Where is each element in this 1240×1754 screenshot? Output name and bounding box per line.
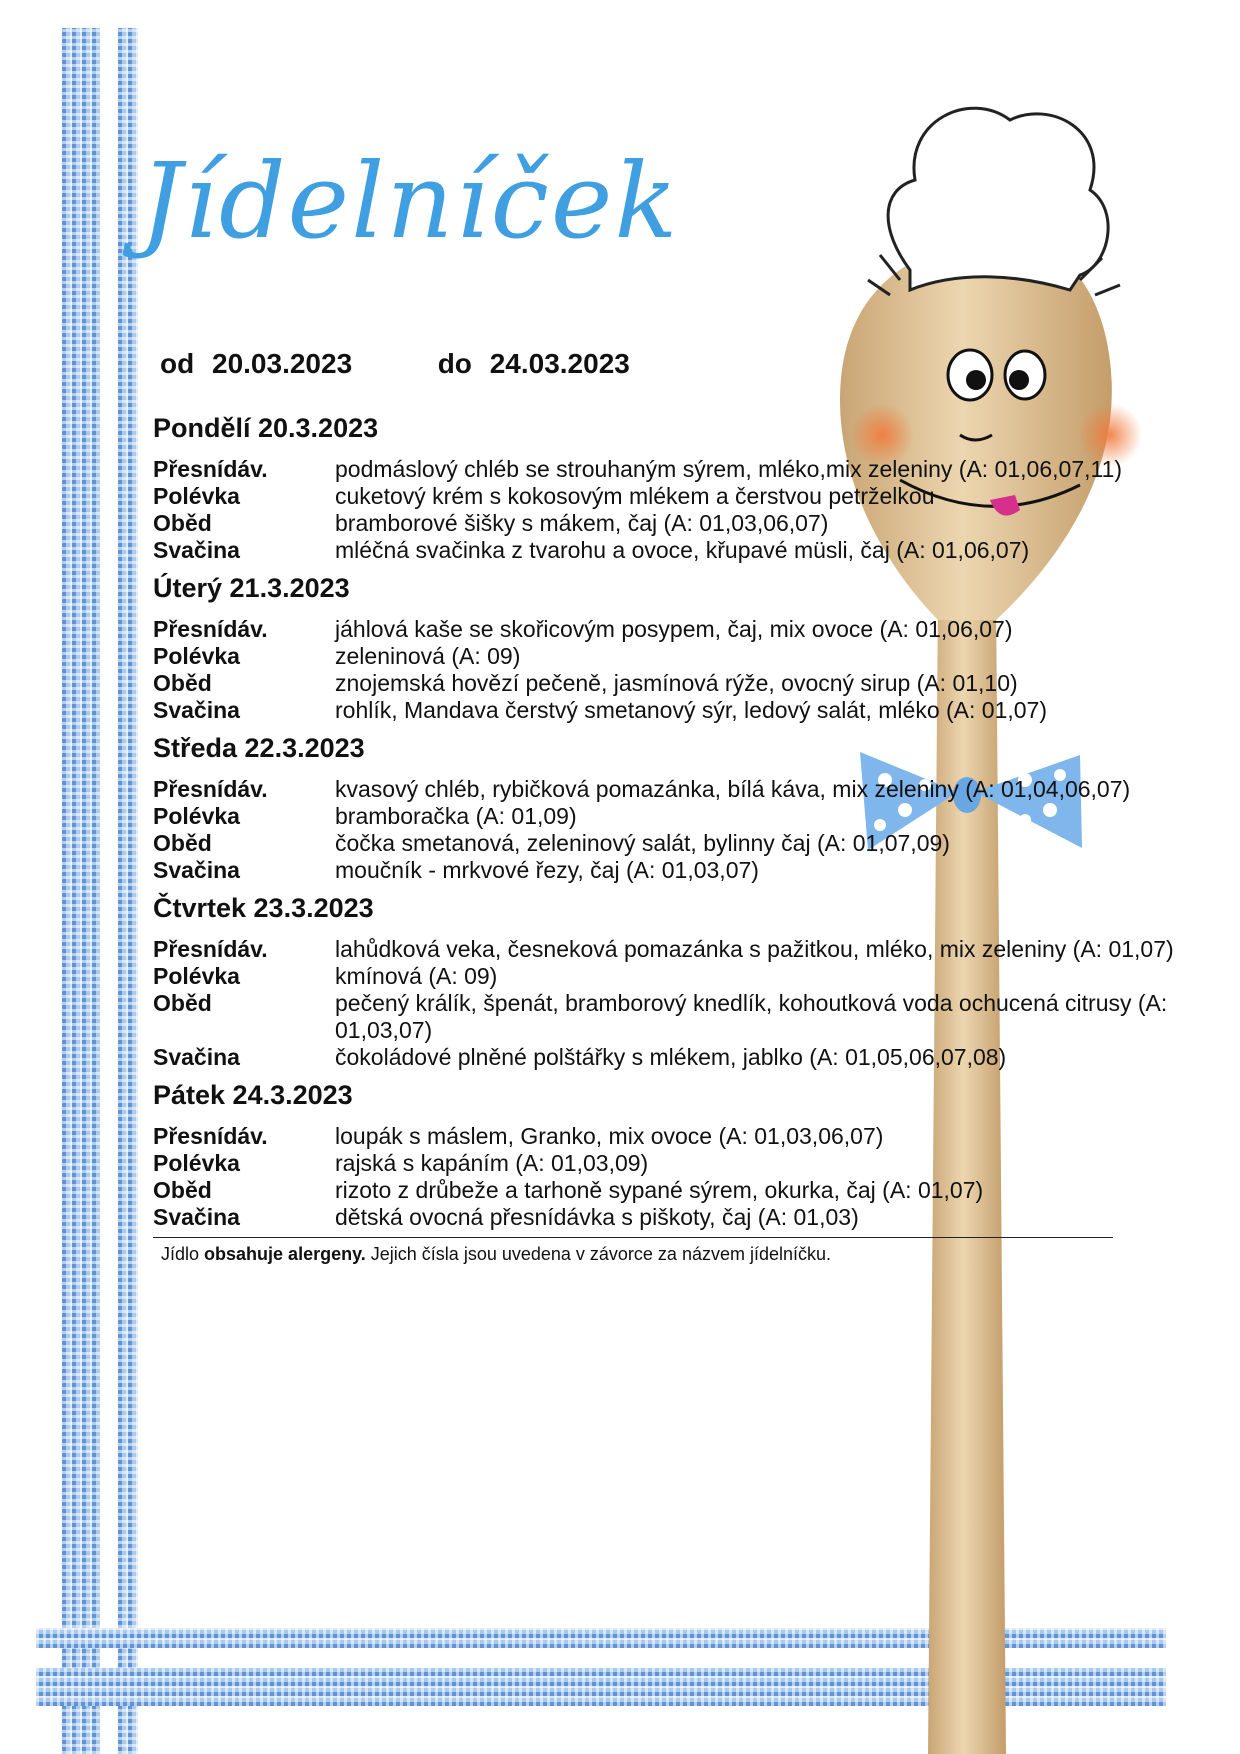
day-heading: Úterý 21.3.2023	[153, 573, 350, 603]
meal-row	[153, 537, 1183, 564]
meal-dish: bramboračka (A: 01,09)	[335, 803, 577, 829]
meal-dish: loupák s máslem, Granko, mix ovoce (A: 01,03,06,07)	[335, 1123, 884, 1149]
day-heading: Čtvrtek 23.3.2023	[153, 893, 374, 923]
menu-period	[160, 348, 640, 380]
meal-row	[153, 1177, 1183, 1204]
meal-dish: bramborové šišky s mákem, čaj (A: 01,03,06,07)	[335, 510, 829, 536]
meal-row	[153, 776, 1183, 803]
cloth-stripe-left	[62, 28, 100, 1754]
meal-label: Oběd	[153, 670, 212, 696]
meal-dish: zeleninová (A: 09)	[335, 643, 521, 669]
footnote-divider	[153, 1237, 1113, 1238]
meal-dish: mléčná svačinka z tvarohu a ovoce, křupavé müsli, čaj (A: 01,06,07)	[335, 537, 1030, 563]
meal-label: Přesnídáv.	[153, 456, 268, 482]
day-section	[153, 1077, 1183, 1231]
day-section	[153, 410, 1183, 564]
meal-label: Přesnídáv.	[153, 616, 268, 642]
meal-row	[153, 1044, 1183, 1071]
meal-label: Polévka	[153, 803, 240, 829]
day-section	[153, 890, 1183, 1071]
meal-row	[153, 857, 1183, 884]
meal-label: Polévka	[153, 1150, 240, 1176]
meal-label: Oběd	[153, 830, 212, 856]
meal-label: Polévka	[153, 483, 240, 509]
meal-dish: znojemská hovězí pečeně, jasmínová rýže, ovocný sirup (A: 01,10)	[335, 670, 1018, 696]
day-section	[153, 730, 1183, 884]
period-from-label: od	[160, 348, 195, 379]
meal-dish: podmáslový chléb se strouhaným sýrem, mléko,mix zeleniny (A: 01,06,07,11)	[335, 456, 1123, 482]
meal-label: Svačina	[153, 857, 240, 883]
footnote-prefix: Jídlo	[161, 1244, 200, 1264]
meal-row	[153, 803, 1183, 830]
meal-row	[153, 510, 1183, 537]
weekly-menu	[153, 410, 1183, 1265]
meal-label: Polévka	[153, 643, 240, 669]
cloth-stripe-left-thin	[118, 28, 138, 1754]
meal-label: Oběd	[153, 510, 212, 536]
meal-label: Oběd	[153, 990, 212, 1016]
meal-dish: rohlík, Mandava čerstvý smetanový sýr, ledový salát, mléko (A: 01,07)	[335, 697, 1048, 723]
meal-row	[153, 830, 1183, 857]
meal-label: Přesnídáv.	[153, 776, 268, 802]
period-to-label: do	[437, 348, 472, 379]
meal-dish: cuketový krém s kokosovým mlékem a čerstvou petrželkou	[335, 483, 935, 509]
meal-row	[153, 456, 1183, 483]
meal-dish: jáhlová kaše se skořicovým posypem, čaj, mix ovoce (A: 01,06,07)	[335, 616, 1013, 642]
meal-dish: rajská s kapáním (A: 01,03,09)	[335, 1150, 649, 1176]
meal-row	[153, 963, 1183, 990]
footnote-bold: obsahuje alergeny.	[204, 1244, 366, 1264]
meal-row	[153, 936, 1183, 963]
meal-dish: čočka smetanová, zeleninový salát, bylinny čaj (A: 01,07,09)	[335, 830, 950, 856]
period-to-date: 24.03.2023	[489, 348, 630, 379]
day-heading: Středa 22.3.2023	[153, 733, 365, 763]
meal-label: Svačina	[153, 697, 240, 723]
meal-row	[153, 483, 1183, 510]
meal-label: Přesnídáv.	[153, 1123, 268, 1149]
meal-row	[153, 1123, 1183, 1150]
footnote-suffix: Jejich čísla jsou uvedena v závorce za názvem jídelníčku.	[370, 1244, 832, 1264]
day-section	[153, 570, 1183, 724]
meal-row	[153, 670, 1183, 697]
meal-dish: kmínová (A: 09)	[335, 963, 498, 989]
meal-row	[153, 990, 1183, 1044]
meal-label: Oběd	[153, 1177, 212, 1203]
meal-dish: moučník - mrkvové řezy, čaj (A: 01,03,07)	[335, 857, 759, 883]
meal-dish: lahůdková veka, česneková pomazánka s pažitkou, mléko, mix zeleniny (A: 01,07)	[335, 936, 1174, 962]
meal-row	[153, 616, 1183, 643]
meal-row	[153, 1204, 1183, 1231]
meal-row	[153, 643, 1183, 670]
meal-label: Polévka	[153, 963, 240, 989]
meal-row	[153, 1150, 1183, 1177]
meal-dish: dětská ovocná přesnídávka s piškoty, čaj (A: 01,03)	[335, 1204, 859, 1230]
allergen-footnote	[161, 1244, 1183, 1265]
day-heading: Pátek 24.3.2023	[153, 1080, 353, 1110]
meal-label: Svačina	[153, 537, 240, 563]
meal-label: Přesnídáv.	[153, 936, 268, 962]
day-heading: Pondělí 20.3.2023	[153, 413, 379, 443]
meal-row	[153, 697, 1183, 724]
meal-label: Svačina	[153, 1204, 240, 1230]
meal-dish: kvasový chléb, rybičková pomazánka, bílá káva, mix zeleniny (A: 01,04,06,07)	[335, 776, 1131, 802]
meal-label: Svačina	[153, 1044, 240, 1070]
page-title: Jídelníček	[140, 140, 680, 262]
meal-dish: rizoto z drůbeže a tarhoně sypané sýrem, okurka, čaj (A: 01,07)	[335, 1177, 984, 1203]
meal-dish: pečený králík, špenát, bramborový knedlík, kohoutková voda ochucená citrusy (A: 01,03,07)	[335, 990, 1168, 1043]
period-from-date: 20.03.2023	[212, 348, 353, 379]
meal-dish: čokoládové plněné polštářky s mlékem, jablko (A: 01,05,06,07,08)	[335, 1044, 1007, 1070]
